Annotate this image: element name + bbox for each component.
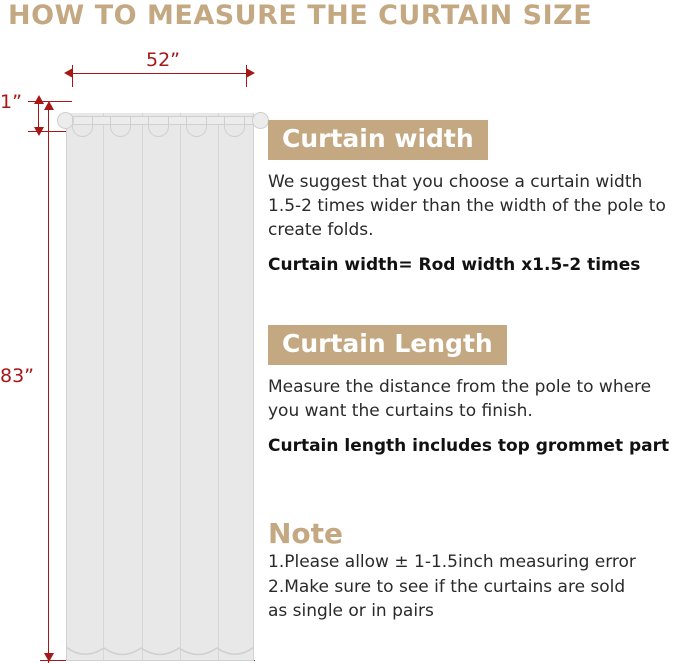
- curtain-hem: [66, 645, 254, 663]
- fold-line: [142, 113, 143, 660]
- width-label: 52”: [146, 49, 181, 71]
- grommet-icon: [72, 117, 93, 137]
- grommet-icon: [224, 117, 245, 137]
- curtain-length-body: Measure the distance from the pole to where you want the curtains to finish.: [268, 377, 652, 422]
- grommet-icon: [186, 117, 207, 137]
- width-arrow-right: [246, 68, 255, 78]
- section-note: [268, 495, 679, 624]
- section-curtain-width: [268, 120, 679, 278]
- width-tick-right: [246, 65, 247, 87]
- curtain-width-heading: Curtain width: [268, 120, 488, 160]
- height-measure-line: [48, 103, 49, 663]
- height-label: 83”: [0, 365, 35, 387]
- grommet-arrow-up: [34, 95, 44, 104]
- fold-line: [218, 113, 219, 660]
- note-heading: Note: [268, 517, 344, 550]
- note-line-1: 1.Please allow ± 1-1.5inch measuring error: [268, 552, 636, 572]
- curtain-panel: [66, 113, 254, 661]
- width-tick-left: [72, 65, 73, 87]
- curtain-length-highlight: Curtain length includes top grommet part: [268, 436, 670, 457]
- curtain-length-heading: Curtain Length: [268, 325, 507, 365]
- grommet-icon: [148, 117, 169, 137]
- width-measure-line: [72, 73, 247, 74]
- fold-line: [103, 113, 104, 660]
- grommet-label: 1”: [0, 91, 22, 113]
- rod-finial-right-icon: [252, 112, 269, 129]
- fold-line: [180, 113, 181, 660]
- curtain-width-body: We suggest that you choose a curtain width 1.5-2 times wider than the width of the pole to create folds.: [268, 172, 666, 241]
- curtain-diagram: [0, 45, 300, 661]
- page-title: HOW TO MEASURE THE CURTAIN SIZE: [8, 0, 593, 31]
- curtain-width-formula: Curtain width= Rod width x1.5-2 times: [268, 255, 641, 276]
- note-line-2: 2.Make sure to see if the curtains are sold: [268, 576, 626, 597]
- note-line-3: as single or in pairs: [268, 601, 434, 622]
- section-curtain-length: [268, 325, 679, 459]
- grommet-icon: [110, 117, 131, 137]
- height-arrow-up: [44, 101, 54, 110]
